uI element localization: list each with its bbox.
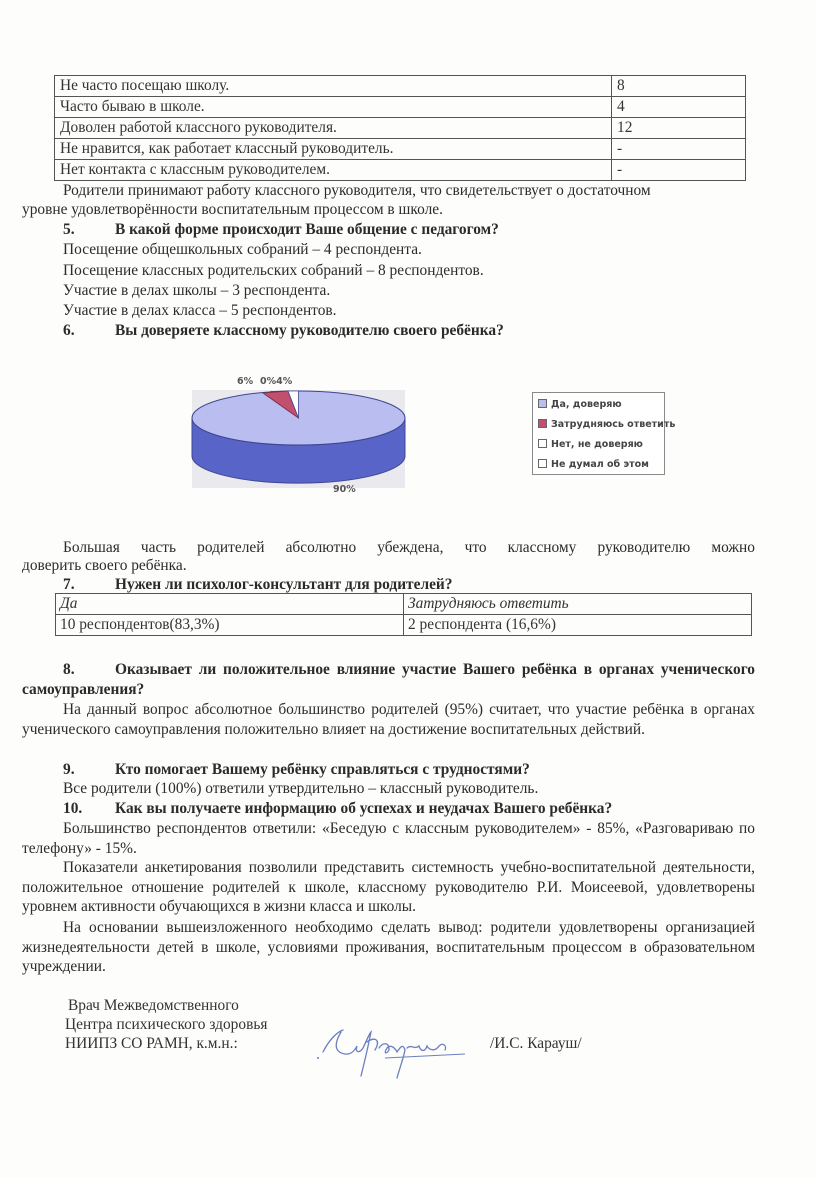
question-text: Как вы получаете информацию об успехах и неудачах Вашего ребёнка?: [115, 800, 613, 817]
signature-title-line-2: Центра психического здоровья: [65, 1016, 268, 1033]
chart-legend: [532, 392, 676, 475]
question-number: 9.: [63, 761, 75, 778]
legend-item: [538, 459, 649, 471]
row-value: 12: [612, 118, 746, 139]
legend-label: Не думал об этом: [551, 459, 649, 470]
row-label: Часто бываю в школе.: [55, 97, 612, 118]
header-cell: Да: [56, 594, 404, 615]
handwritten-signature-icon: [315, 1020, 475, 1080]
question-8-answer: [22, 700, 755, 739]
legend-swatch-icon: [538, 439, 547, 448]
row-label: Нет контакта с классным руководителем.: [55, 160, 612, 181]
signatory-name: /И.С. Карауш/: [490, 1035, 582, 1052]
question-10-answer: [22, 819, 755, 858]
legend-item: [538, 399, 622, 411]
row-label: Не нравится, как работает классный руководитель.: [55, 139, 612, 160]
table-row: [55, 139, 746, 160]
row-label: Не часто посещаю школу.: [55, 76, 612, 97]
answer-text: Большинство респондентов ответили: «Беседую с классным руководителем» - 85%, «Разговариваю по телефону» - 15%.: [22, 820, 755, 857]
table-row: [55, 160, 746, 181]
paragraph-1-line-1: Родители принимают работу классного руководителя, что свидетельствует о достаточном: [63, 182, 651, 199]
question-number: 6.: [63, 322, 75, 339]
table-row: [55, 97, 746, 118]
value-cell: 10 респондентов(83,3%): [56, 615, 404, 636]
question-number: 5.: [63, 221, 75, 238]
signature-title-line-3: НИИПЗ СО РАМН, к.м.н.:: [65, 1035, 238, 1052]
legend-swatch-icon: [538, 419, 547, 428]
question-text: Вы доверяете классному руководителю своего ребёнка?: [115, 322, 504, 339]
table-row: [55, 118, 746, 139]
legend-swatch-icon: [538, 399, 547, 408]
row-value: 4: [612, 97, 746, 118]
legend-swatch-icon: [538, 459, 547, 468]
table-header-row: [56, 594, 752, 615]
legend-item: [538, 419, 675, 431]
question-7: [63, 575, 452, 595]
answer-line: Посещение классных родительских собраний – 8 респондентов.: [63, 262, 484, 279]
paragraph-3: [22, 858, 755, 917]
answer-line: Участие в делах школы – 3 респондента.: [63, 282, 331, 299]
psychologist-table: [55, 593, 752, 636]
paragraph-text: На основании вышеизложенного необходимо сделать вывод: родители удовлетворены организацией жизнедеятельности детей в школе, условиями проживания, воспитательным процессом в образовательном учреждении.: [22, 919, 755, 975]
label-0-4-percent: 0%4%: [260, 376, 293, 387]
question-9: [63, 760, 530, 780]
paragraph-1-line-2: уровне удовлетворённости воспитательным процессом в школе.: [22, 201, 443, 218]
answer-line: Посещение общешкольных собраний – 4 респондента.: [63, 241, 422, 258]
question-8: [22, 660, 755, 699]
table-row: [55, 76, 746, 97]
question-6: [63, 321, 504, 341]
legend-label: Нет, не доверяю: [551, 439, 643, 450]
row-value: -: [612, 139, 746, 160]
row-value: -: [612, 160, 746, 181]
question-text: В какой форме происходит Ваше общение с педагогом?: [115, 221, 499, 238]
header-cell: Затрудняюсь ответить: [404, 594, 752, 615]
question-text: Кто помогает Вашему ребёнку справляться с трудностями?: [115, 761, 530, 778]
signature-block: [65, 996, 267, 1053]
table-row: [56, 615, 752, 636]
paragraph-text: Показатели анкетирования позволили представить системность учебно-воспитательной деятельности, положительное отношение родителей к школе, классному руководителю Р.И. Моисеевой, удовлетворены уровнем активности обучающихся в жизни класса и школы.: [22, 859, 755, 915]
question-9-answer: Все родители (100%) ответили утвердительно – классный руководитель.: [63, 780, 539, 797]
paragraph-2-line-1: Большая часть родителей абсолютно убеждена, что классному руководителю можно: [63, 539, 755, 556]
paragraph-2-line-2: доверить своего ребёнка.: [22, 557, 187, 574]
legend-item: [538, 439, 643, 451]
row-value: 8: [612, 76, 746, 97]
question-text: Нужен ли психолог-консультант для родителей?: [115, 576, 453, 593]
row-label: Доволен работой классного руководителя.: [55, 118, 612, 139]
question-number: 8.: [63, 661, 75, 678]
question-number: 10.: [63, 800, 83, 817]
label-90-percent: 90%: [333, 484, 356, 495]
legend-label: Затрудняюсь ответить: [551, 419, 676, 430]
question-10: [63, 799, 612, 819]
value-cell: 2 респондента (16,6%): [404, 615, 752, 636]
paragraph-4: [22, 918, 755, 977]
legend-label: Да, доверяю: [551, 399, 622, 410]
question-5: [63, 220, 499, 240]
question-number: 7.: [63, 576, 75, 593]
answer-line: Участие в делах класса – 5 респондентов.: [63, 302, 337, 319]
label-6-percent: 6%: [237, 376, 254, 387]
responses-table: [54, 75, 746, 181]
signature-title-line-1: Врач Межведомственного: [68, 997, 239, 1014]
answer-text: На данный вопрос абсолютное большинство родителей (95%) считает, что участие ребёнка в органах ученического самоуправления положительно влияет на достижение воспитательных действий.: [22, 701, 755, 738]
question-text: Оказывает ли положительное влияние участие Вашего ребёнка в органах ученического самоуправления?: [22, 661, 755, 698]
